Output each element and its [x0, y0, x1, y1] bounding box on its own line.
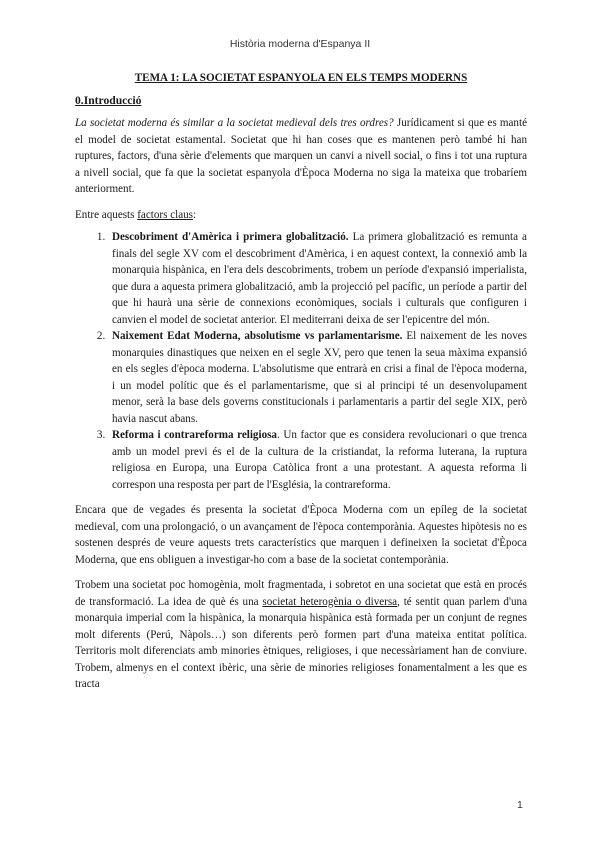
- intro-question: La societat moderna és similar a la societat medieval dels tres ordres?: [75, 117, 394, 129]
- factor-text: La primera globalització es remunta a finals del segle XV com el descobriment d'Amèrica, i en aquest context, la connexió amb la monarquia hispànica, en l'era dels descobriments, trobem un període d'expansió imperialista, que dura a aquesta primera globalització, amb la projecció pel pacífic, un període a partir del que hi haurà una sèrie de connexions econòmiques, socials i culturals que configuren i canvien el model de societat anterior. El mediterrani deixa de ser l'epicentre del món.: [112, 231, 527, 326]
- list-item: [108, 229, 527, 328]
- factors-intro-after: :: [193, 208, 197, 221]
- paragraph-epilog: Encara que de vegades és presenta la societat d'Època Moderna com un epíleg de la societat medieval, com una prolongació, o un avançament de l'època contemporània. Aquestes hipòtesis no es sostenen després de veure aquests trets característics que marquen i defineixen la societat d'Època Moderna, que ens obliguen a investigar-ho com a base de la societat contemporània.: [75, 504, 527, 566]
- page-header: Història moderna d'Espanya II: [229, 38, 371, 50]
- factors-intro: [75, 207, 527, 224]
- factors-intro-underlined: factors claus: [137, 208, 193, 221]
- factor-title: Descobriment d'Amèrica i primera globalització.: [112, 231, 349, 243]
- intro-text: Jurídicament si que es manté el model de societat estamental. Societat que hi han coses que es mantenen però també hi han ruptures, factors, d'una sèrie d'elements que marquen un canvi a nivell social, o fins i tot una ruptura a nivell social, que fa que la societat espanyola d'Època Moderna no siga la mateixa que trobaríem anteriorment.: [75, 117, 527, 195]
- factors-intro-before: Entre aquests: [75, 208, 138, 221]
- document-title: TEMA 1: LA SOCIETAT ESPANYOLA EN ELS TEMPS MODERNS: [134, 72, 468, 84]
- intro-paragraph: [75, 115, 527, 198]
- factor-text: El naixement de les noves monarquies dinastiques que neixen en el segle XV, pero que tenen la seua màxima expansió en els segles d'època moderna. L'absolutisme que entrarà en crisi a final de l'època moderna, i un model polític que és el parlamentarisme, que si al principi té un desenvolupament menor, serà la base dels governs constitucionals i parlamentaris a partir del segle XIX, però havia nascut abans.: [112, 330, 527, 425]
- para3-before: Trobem una societat poc homogènia, molt fragmentada, i sobretot en una societat que està en procés de transformació. La idea de què és una: [75, 579, 527, 608]
- para3-underlined: societat heterogènia o diversa: [262, 595, 398, 608]
- section-heading: 0.Introducció: [75, 93, 142, 107]
- document-body: [75, 70, 527, 693]
- factor-title: Reforma i contrareforma religiosa: [112, 429, 277, 441]
- factor-text: . Un factor que es considera revolucionari o que trenca amb un model previ és el de la cultura de la cristiandat, la reforma luterana, la ruptura religiosa en Europa, una Europa Catòlica front a una protestant. A aquesta reforma li correspon una resposta per part de l'Església, la contrareforma.: [112, 429, 527, 491]
- para3-after: , té sentit quan parlem d'una monarquia imperial com la hispànica, la monarquia hispànica està formada per un conjunt de regnes molt diferents (Perú, Nàpols…) son diferents però formen part d'una mateixa entitat política. Territoris molt diferenciats amb minories ètniques, religioses, i que necessàriament han de conviure. Trobem, almenys en el context ibèric, una sèrie de minories religioses fonamentalment a les que es tracta: [75, 595, 527, 690]
- list-item: [108, 427, 527, 493]
- page-number: 1: [517, 799, 523, 811]
- list-item: [108, 328, 527, 427]
- paragraph-heterogeneous: [75, 577, 527, 693]
- factors-list: [75, 229, 527, 493]
- factor-title: Naixement Edat Moderna, absolutisme vs parlamentarisme.: [112, 330, 403, 342]
